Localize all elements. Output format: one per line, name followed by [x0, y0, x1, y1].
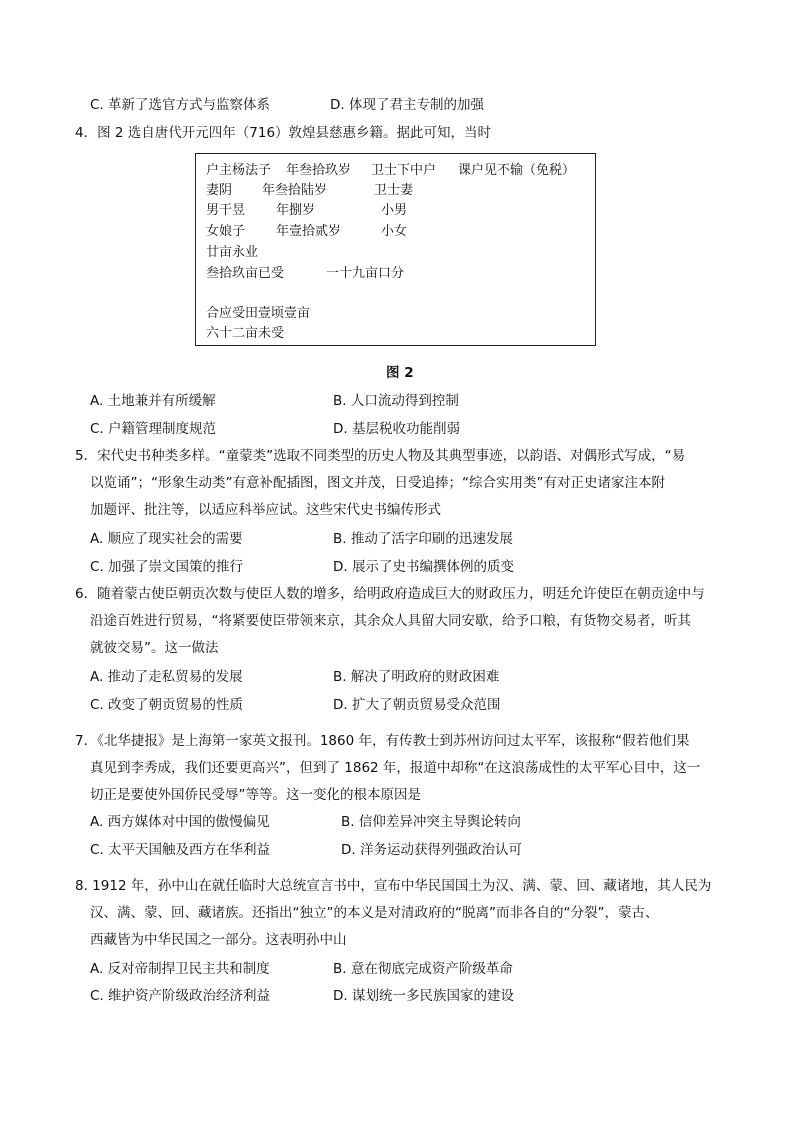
record-wife-status: 卫士妻 — [374, 183, 414, 198]
q5-stem-line3: 加题评、批注等，以适应科举应试。这些宋代史书编传形式 — [90, 502, 441, 518]
record-head-tax: 课户见不输（免税） — [458, 163, 576, 178]
record-head-status: 卫士下中户 — [371, 163, 437, 178]
record-unreceived-land: 六十二亩未受 — [206, 326, 285, 341]
q7-option-c: C. 太平天国触及西方在华利益 — [90, 842, 271, 858]
record-head-name: 户主杨法子 — [206, 163, 272, 178]
q7-stem-line2: 真见到李秀成，我们还要更高兴”，但到了 1862 年，报道中却称“在这浪荡成性的太平军心目中，这一 — [90, 760, 701, 776]
q6-stem-line1: 6．随着蒙古使臣朝贡次数与使臣人数的增多，给明政府造成巨大的财政压力，明廷允许使臣在朝贡途中与 — [75, 586, 705, 602]
q7-option-b: B. 信仰差异冲突主导舆论转向 — [341, 814, 521, 830]
q4-option-a: A. 土地兼并有所缓解 — [90, 393, 216, 409]
q8-option-c: C. 维护资产阶级政治经济利益 — [90, 988, 271, 1004]
record-daughter-name: 女娘子 — [206, 224, 246, 239]
record-due-land: 合应受田壹顷壹亩 — [206, 306, 311, 321]
q7-stem-line1: 7．《北华捷报》是上海第一家英文报刊。1860 年，有传教士到苏州访问过太平军，该报称“假若他们果 — [75, 733, 690, 749]
q3-option-c: C. 革新了选官方式与监察体系 — [90, 97, 271, 113]
q5-option-a: A. 顺应了现实社会的需要 — [90, 531, 243, 547]
q6-option-b: B. 解决了明政府的财政困难 — [333, 669, 500, 685]
q6-option-d: D. 扩大了朝贡贸易受众范围 — [333, 697, 501, 713]
q8-stem-line2: 汉、满、蒙、回、藏诸族。还指出“独立”的本义是对清政府的“脱离”而非各自的“分裂”，蒙古、 — [90, 905, 659, 921]
q4-option-b: B. 人口流动得到控制 — [333, 393, 459, 409]
q4-option-c: C. 户籍管理制度规范 — [90, 421, 217, 437]
q6-option-c: C. 改变了朝贡贸易的性质 — [90, 697, 244, 713]
q5-stem-line2: 以览诵”；“形象生动类”有意补配插图，图文并茂，日受追捧；“综合实用类”有对正史诸家注本附 — [90, 475, 665, 491]
q8-option-d: D. 谋划统一多民族国家的建设 — [333, 988, 514, 1004]
q6-stem-line3: 就彼交易”。这一做法 — [90, 640, 219, 656]
q8-stem-line3: 西藏皆为中华民国之一部分。这表明孙中山 — [90, 932, 347, 948]
record-daughter-age: 年壹拾贰岁 — [276, 224, 342, 239]
record-head-age: 年叁拾玖岁 — [286, 163, 352, 178]
q4-stem: 4．图 2 选自唐代开元四年（716）敦煌县慈惠乡籍。据此可知，当时 — [75, 125, 492, 141]
record-koufen-land: 一十九亩口分 — [326, 266, 405, 281]
record-yongye-land: 廿亩永业 — [206, 245, 259, 260]
record-son-status: 小男 — [381, 203, 408, 218]
q3-option-d: D. 体现了君主专制的加强 — [330, 97, 484, 113]
q8-option-b: B. 意在彻底完成资产阶级革命 — [333, 961, 513, 977]
q5-stem-line1: 5．宋代史书种类多样。“童蒙类”选取不同类型的历史人物及其典型事迹，以韵语、对偶形式写成，“易 — [75, 448, 686, 464]
q7-stem-line3: 切正是要使外国侨民受辱”等等。这一变化的根本原因是 — [90, 787, 421, 803]
q5-option-c: C. 加强了崇文国策的推行 — [90, 559, 244, 575]
q5-option-b: B. 推动了活字印刷的迅速发展 — [333, 531, 513, 547]
q8-option-a: A. 反对帝制捍卫民主共和制度 — [90, 961, 270, 977]
q6-option-a: A. 推动了走私贸易的发展 — [90, 669, 243, 685]
census-record-figure — [195, 153, 596, 346]
record-son-age: 年捌岁 — [276, 203, 316, 218]
q6-stem-line2: 沿途百姓进行贸易，“将紧要使臣带领来京，其余众人具留大同安歇，给予口粮，有货物交易者，听其 — [90, 613, 691, 629]
record-daughter-status: 小女 — [381, 224, 408, 239]
figure-caption: 图 2 — [386, 365, 414, 381]
q7-option-d: D. 洋务运动获得列强政治认可 — [341, 842, 522, 858]
record-wife-age: 年叁拾陆岁 — [262, 183, 328, 198]
record-received-land: 叁拾玖亩已受 — [206, 266, 285, 281]
q8-stem-line1: 8. 1912 年，孙中山在就任临时大总统宣言书中，宣布中华民国国土为汉、满、蒙、回、藏诸地，其人民为 — [75, 878, 712, 894]
q4-option-d: D. 基层税收功能削弱 — [333, 421, 460, 437]
record-son-name: 男干昱 — [206, 203, 246, 218]
q7-option-a: A. 西方媒体对中国的傲慢偏见 — [90, 814, 270, 830]
q5-option-d: D. 展示了史书编撰体例的质变 — [333, 559, 514, 575]
record-wife-name: 妻阴 — [206, 183, 233, 198]
